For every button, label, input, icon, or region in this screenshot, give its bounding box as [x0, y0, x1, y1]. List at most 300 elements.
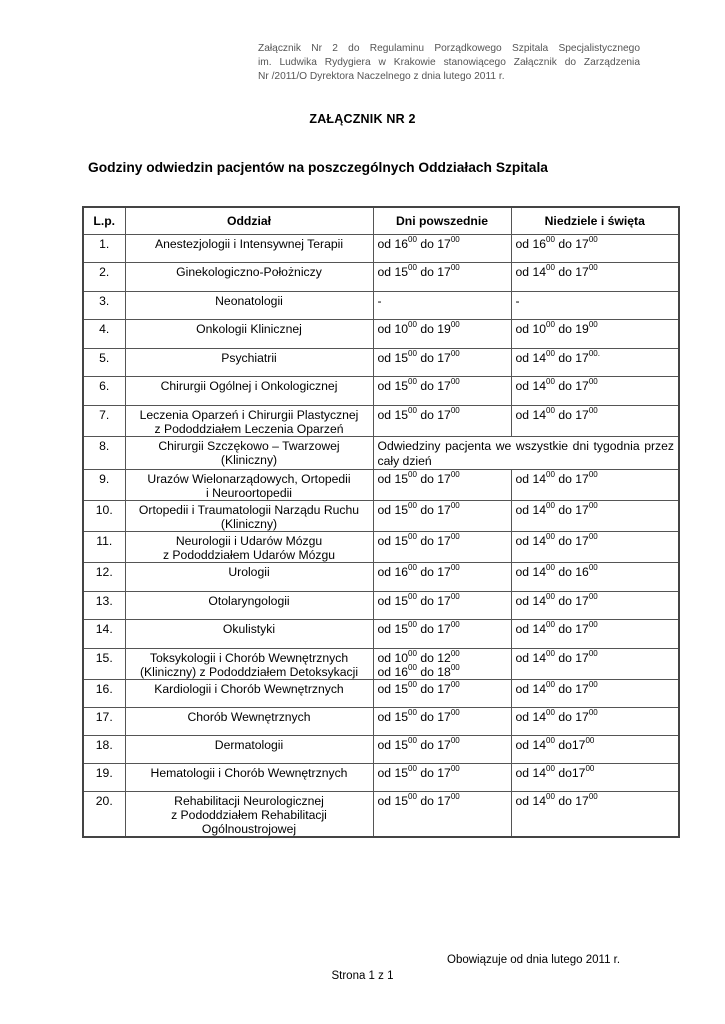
word-do: do — [558, 622, 572, 636]
holiday-hours — [511, 320, 679, 349]
word-od: od — [377, 534, 392, 548]
hour-from: 10 — [532, 322, 547, 336]
annex-title: ZAŁĄCZNIK NR 2 — [309, 112, 416, 126]
row-number: 2. — [83, 263, 125, 292]
holiday-hours — [511, 501, 679, 532]
minutes-from: 00 — [408, 349, 417, 358]
row-number: 5. — [83, 349, 125, 377]
column-header-holidays: Niedziele i święta — [511, 207, 679, 235]
minutes-from: 00 — [546, 263, 555, 272]
minutes-from: 00 — [408, 792, 417, 801]
word-od: od — [515, 534, 530, 548]
time-range — [378, 534, 511, 548]
word-od: od — [377, 565, 392, 579]
hour-from: 15 — [394, 766, 409, 780]
hour-from: 15 — [394, 594, 409, 608]
hour-to: 17 — [437, 594, 451, 608]
minutes-from: 00 — [408, 377, 417, 386]
hour-to: 17 — [575, 710, 589, 724]
row-number: 19. — [83, 764, 125, 792]
department-name — [125, 736, 373, 764]
holiday-hours — [511, 532, 679, 563]
holiday-hours — [511, 563, 679, 592]
minutes-from: 00 — [408, 470, 417, 479]
table-header-row — [83, 207, 679, 235]
hour-to: 17 — [437, 565, 451, 579]
minutes-to: 00 — [588, 235, 598, 244]
time-range — [378, 738, 511, 752]
minutes-from: 00 — [546, 708, 555, 717]
word-od: od — [515, 682, 530, 696]
time-range — [378, 594, 511, 608]
department-name — [125, 792, 373, 838]
department-line: Chirurgii Ogólnej i Onkologicznej — [160, 379, 338, 393]
hour-to: 17 — [575, 351, 589, 365]
time-range — [516, 651, 679, 665]
holiday-hours — [511, 792, 679, 838]
department-line: (Kliniczny) — [220, 517, 278, 531]
word-do: do — [420, 472, 434, 486]
minutes-to: 00 — [588, 649, 598, 658]
hour-from: 10 — [394, 651, 409, 665]
row-number: 16. — [83, 680, 125, 708]
weekday-hours — [373, 708, 511, 736]
hour-to: 17 — [571, 766, 586, 780]
minutes-from: 00 — [408, 263, 417, 272]
word-do: do — [420, 379, 434, 393]
word-od: od — [515, 794, 530, 808]
holiday-hours — [511, 649, 679, 680]
time-range — [516, 472, 679, 486]
hour-to: 17 — [575, 472, 589, 486]
holiday-hours — [511, 620, 679, 649]
department-line: Onkologii Klinicznej — [196, 322, 302, 336]
time-range — [516, 351, 679, 365]
word-od: od — [377, 265, 392, 279]
minutes-from: 00 — [408, 764, 417, 773]
department-name — [125, 764, 373, 792]
word-do: do — [420, 710, 434, 724]
hour-from: 15 — [394, 503, 409, 517]
table-row — [83, 792, 679, 838]
time-range — [378, 665, 511, 679]
word-od: od — [515, 237, 530, 251]
holiday-hours — [511, 680, 679, 708]
weekday-hours — [373, 235, 511, 263]
word-od: od — [515, 622, 530, 636]
header-note-line-2: im. Ludwika Rydygiera w Krakowie stanowiącego Załącznik do Zarządzenia — [258, 57, 640, 68]
document-title: Godziny odwiedzin pacjentów na poszczególnych Oddziałach Szpitala — [88, 160, 548, 175]
hour-to: 17 — [575, 622, 589, 636]
hour-to: 17 — [575, 408, 589, 422]
hour-from: 14 — [532, 594, 547, 608]
word-do: do — [420, 682, 434, 696]
department-line: Hematologii i Chorób Wewnętrznych — [150, 766, 348, 780]
row-number: 18. — [83, 736, 125, 764]
minutes-to: 00 — [450, 532, 460, 541]
minutes-to: 00 — [450, 649, 460, 658]
hour-from: 16 — [532, 237, 547, 251]
minutes-to: 00 — [450, 663, 460, 672]
department-line: Ogólnoustrojowej — [201, 822, 297, 836]
row-number: 1. — [83, 235, 125, 263]
time-range — [378, 408, 511, 422]
word-do: do — [558, 322, 572, 336]
hour-to: 17 — [575, 682, 589, 696]
table-row — [83, 292, 679, 320]
minutes-from: 00 — [408, 592, 417, 601]
word-do: do — [558, 534, 572, 548]
word-do: do — [558, 503, 572, 517]
time-range — [378, 794, 511, 808]
department-line: Okulistyki — [222, 622, 276, 636]
time-range — [516, 682, 679, 696]
minutes-from: 00 — [408, 736, 417, 745]
table-body — [83, 235, 679, 838]
minutes-to: 00 — [450, 620, 460, 629]
time-range — [516, 379, 679, 393]
row-number: 13. — [83, 592, 125, 620]
department-name — [125, 620, 373, 649]
table-row — [83, 470, 679, 501]
department-name — [125, 501, 373, 532]
word-do: do — [420, 534, 434, 548]
time-range — [378, 237, 511, 251]
department-name — [125, 649, 373, 680]
holiday-hours — [511, 736, 679, 764]
holiday-hours — [511, 263, 679, 292]
hour-from: 15 — [394, 472, 409, 486]
table-row — [83, 736, 679, 764]
time-range — [516, 794, 679, 808]
minutes-to: 00 — [588, 406, 598, 415]
minutes-from: 00 — [546, 792, 555, 801]
minutes-from: 00 — [408, 563, 417, 572]
minutes-from: 00 — [546, 680, 555, 689]
row-number: 12. — [83, 563, 125, 592]
row-number: 17. — [83, 708, 125, 736]
row-number: 10. — [83, 501, 125, 532]
table-row — [83, 501, 679, 532]
word-od: od — [377, 651, 392, 665]
minutes-to: 00 — [450, 377, 460, 386]
department-name — [125, 437, 373, 470]
hour-to: 17 — [437, 794, 451, 808]
hour-from: 15 — [394, 738, 409, 752]
department-name — [125, 406, 373, 437]
minutes-to: 00 — [450, 680, 460, 689]
word-od: od — [515, 565, 530, 579]
department-name — [125, 532, 373, 563]
word-od: od — [377, 766, 392, 780]
row-number: 11. — [83, 532, 125, 563]
table-row — [83, 592, 679, 620]
hour-from: 16 — [394, 237, 409, 251]
department-name — [125, 680, 373, 708]
word-od: od — [377, 665, 392, 679]
time-range — [378, 622, 511, 636]
department-line: Chirurgii Szczękowo – Twarzowej — [158, 439, 340, 453]
department-line: Chorób Wewnętrznych — [187, 710, 311, 724]
holiday-hours — [511, 592, 679, 620]
word-od: od — [377, 322, 392, 336]
header-note-line-3: Nr /2011/O Dyrektora Naczelnego z dnia lutego 2011 r. — [258, 71, 505, 82]
word-do: do — [558, 408, 572, 422]
holiday-hours — [511, 708, 679, 736]
holiday-hours — [511, 406, 679, 437]
table-row — [83, 532, 679, 563]
minutes-to: 00 — [588, 708, 598, 717]
word-do: do — [558, 794, 572, 808]
weekday-hours — [373, 263, 511, 292]
word-do: do — [420, 503, 434, 517]
minutes-from: 00 — [546, 501, 555, 510]
table-row — [83, 263, 679, 292]
minutes-from: 00 — [408, 649, 417, 658]
department-line: Otolaryngologii — [208, 594, 290, 608]
minutes-to: 00 — [450, 320, 460, 329]
time-range — [378, 710, 511, 724]
minutes-to: 00 — [588, 620, 598, 629]
hour-from: 14 — [532, 710, 547, 724]
word-od: od — [515, 265, 530, 279]
row-number: 9. — [83, 470, 125, 501]
word-do: do — [558, 710, 572, 724]
time-range — [378, 565, 511, 579]
word-od: od — [377, 622, 392, 636]
word-do: do — [558, 351, 572, 365]
hour-from: 14 — [532, 682, 547, 696]
row-number: 14. — [83, 620, 125, 649]
department-line: Dermatologii — [214, 738, 284, 752]
hour-from: 14 — [532, 534, 547, 548]
hour-to: 17 — [437, 682, 451, 696]
hour-from: 14 — [532, 651, 547, 665]
department-name — [125, 377, 373, 406]
department-line: Psychiatrii — [221, 351, 277, 365]
table-row — [83, 406, 679, 437]
time-range — [516, 565, 679, 579]
minutes-to: 00 — [450, 563, 460, 572]
department-line: Urologii — [228, 565, 270, 579]
minutes-from: 00 — [546, 470, 555, 479]
hour-from: 15 — [394, 622, 409, 636]
word-do: do — [420, 351, 434, 365]
hour-to: 17 — [575, 794, 589, 808]
minutes-from: 00 — [546, 620, 555, 629]
word-od: od — [515, 322, 530, 336]
word-od: od — [377, 682, 392, 696]
row-number: 15. — [83, 649, 125, 680]
word-do: do — [420, 794, 434, 808]
word-do: do — [558, 651, 572, 665]
minutes-from: 00 — [408, 235, 417, 244]
header-note-line-1: Załącznik Nr 2 do Regulaminu Porządkowego Szpitala Specjalistycznego — [258, 43, 640, 54]
weekday-hours — [373, 377, 511, 406]
minutes-from: 00 — [408, 708, 417, 717]
hour-from: 15 — [394, 794, 409, 808]
time-range — [516, 710, 679, 724]
minutes-to: 00 — [588, 263, 598, 272]
minutes-from: 00 — [546, 592, 555, 601]
time-range — [516, 738, 679, 752]
department-name — [125, 320, 373, 349]
hour-from: 14 — [532, 351, 547, 365]
department-name — [125, 563, 373, 592]
hour-to: 17 — [575, 265, 589, 279]
word-do: do — [420, 594, 434, 608]
hour-to: 17 — [437, 408, 451, 422]
table-row — [83, 563, 679, 592]
table-row — [83, 235, 679, 263]
hour-to: 12 — [437, 651, 451, 665]
department-name — [125, 349, 373, 377]
weekday-hours — [373, 736, 511, 764]
time-range — [378, 766, 511, 780]
visiting-hours-table — [82, 206, 680, 838]
word-od: od — [515, 472, 530, 486]
hour-to: 17 — [575, 651, 589, 665]
row-number: 3. — [83, 292, 125, 320]
minutes-to: 00 — [450, 792, 460, 801]
time-range — [516, 408, 679, 422]
hour-to: 17 — [437, 351, 451, 365]
hour-to: 17 — [437, 622, 451, 636]
word-od: od — [377, 379, 392, 393]
holiday-hours — [511, 764, 679, 792]
hour-from: 15 — [394, 710, 409, 724]
time-range — [516, 766, 679, 780]
department-name — [125, 235, 373, 263]
weekday-hours — [373, 563, 511, 592]
weekday-hours — [373, 592, 511, 620]
minutes-from: 00 — [408, 663, 417, 672]
minutes-to: 00 — [450, 501, 460, 510]
minutes-to: 00 — [450, 592, 460, 601]
hour-to: 17 — [575, 594, 589, 608]
table-row — [83, 377, 679, 406]
word-od: od — [515, 594, 530, 608]
weekday-hours — [373, 501, 511, 532]
weekday-hours — [373, 320, 511, 349]
department-line: Toksykologii i Chorób Wewnętrznych — [149, 651, 349, 665]
time-range — [378, 503, 511, 517]
department-line: (Kliniczny) — [220, 453, 278, 467]
minutes-from: 00 — [546, 649, 555, 658]
minutes-from: 00 — [408, 532, 417, 541]
word-do: do — [558, 594, 572, 608]
all-day-visiting: Odwiedziny pacjenta we wszystkie dni tygodnia przez cały dzień — [373, 437, 679, 470]
hour-to: 17 — [437, 237, 451, 251]
time-range — [516, 503, 679, 517]
word-od: od — [515, 379, 530, 393]
minutes-to: 00 — [588, 470, 598, 479]
weekday-hours — [373, 532, 511, 563]
hour-from: 16 — [394, 665, 409, 679]
time-range — [516, 594, 679, 608]
department-line: Leczenia Oparzeń i Chirurgii Plastycznej — [139, 408, 359, 422]
minutes-from: 00 — [546, 377, 555, 386]
word-do: do — [420, 651, 434, 665]
holiday-hours — [511, 235, 679, 263]
hour-from: 14 — [532, 265, 547, 279]
word-do: do — [558, 265, 572, 279]
hour-to: 17 — [575, 534, 589, 548]
minutes-to: 00 — [588, 377, 598, 386]
hour-from: 15 — [394, 408, 409, 422]
hour-from: 10 — [394, 322, 409, 336]
word-od: od — [515, 766, 530, 780]
minutes-to: 00. — [588, 349, 600, 358]
hour-to: 17 — [437, 265, 451, 279]
word-do: do — [558, 682, 572, 696]
minutes-to: 00 — [450, 349, 460, 358]
time-range — [516, 622, 679, 636]
word-do: do — [420, 322, 434, 336]
page-number: Strona 1 z 1 — [331, 970, 394, 982]
table-row — [83, 680, 679, 708]
hour-to: 17 — [437, 710, 451, 724]
time-range — [378, 351, 511, 365]
minutes-to: 00 — [450, 406, 460, 415]
hour-to: 19 — [437, 322, 451, 336]
hour-from: 14 — [532, 472, 547, 486]
hour-to: 18 — [437, 665, 451, 679]
department-line: i Neuroortopedii — [205, 486, 293, 500]
header-note — [258, 42, 640, 84]
word-od: od — [377, 237, 392, 251]
minutes-from: 00 — [546, 349, 555, 358]
hour-from: 15 — [394, 351, 409, 365]
hour-to: 17 — [437, 766, 451, 780]
minutes-to: 00 — [588, 320, 598, 329]
column-header-lp: L.p. — [83, 207, 125, 235]
hour-to: 17 — [437, 503, 451, 517]
minutes-from: 00 — [408, 501, 417, 510]
minutes-to: 00 — [450, 263, 460, 272]
hour-to: 17 — [575, 237, 589, 251]
hour-from: 15 — [394, 534, 409, 548]
table-row — [83, 620, 679, 649]
word-do: do — [420, 237, 434, 251]
word-do: do — [558, 237, 572, 251]
column-header-department: Oddział — [125, 207, 373, 235]
minutes-to: 00 — [585, 764, 595, 773]
weekday-hours: - — [373, 292, 511, 320]
department-line: Neonatologii — [215, 294, 283, 308]
word-od: od — [515, 738, 530, 752]
word-do: do — [420, 622, 434, 636]
hour-to: 17 — [575, 503, 589, 517]
minutes-from: 00 — [408, 620, 417, 629]
holiday-hours — [511, 470, 679, 501]
hour-from: 15 — [394, 682, 409, 696]
holiday-hours — [511, 349, 679, 377]
table-row — [83, 649, 679, 680]
hour-to: 16 — [575, 565, 589, 579]
word-do: do — [420, 665, 434, 679]
minutes-to: 00 — [588, 563, 598, 572]
minutes-to: 00 — [450, 736, 460, 745]
time-range — [516, 322, 679, 336]
minutes-to: 00 — [588, 532, 598, 541]
word-do: do — [420, 738, 434, 752]
row-number: 6. — [83, 377, 125, 406]
word-od: od — [515, 710, 530, 724]
holiday-hours — [511, 377, 679, 406]
hour-to: 17 — [437, 534, 451, 548]
word-od: od — [377, 503, 392, 517]
